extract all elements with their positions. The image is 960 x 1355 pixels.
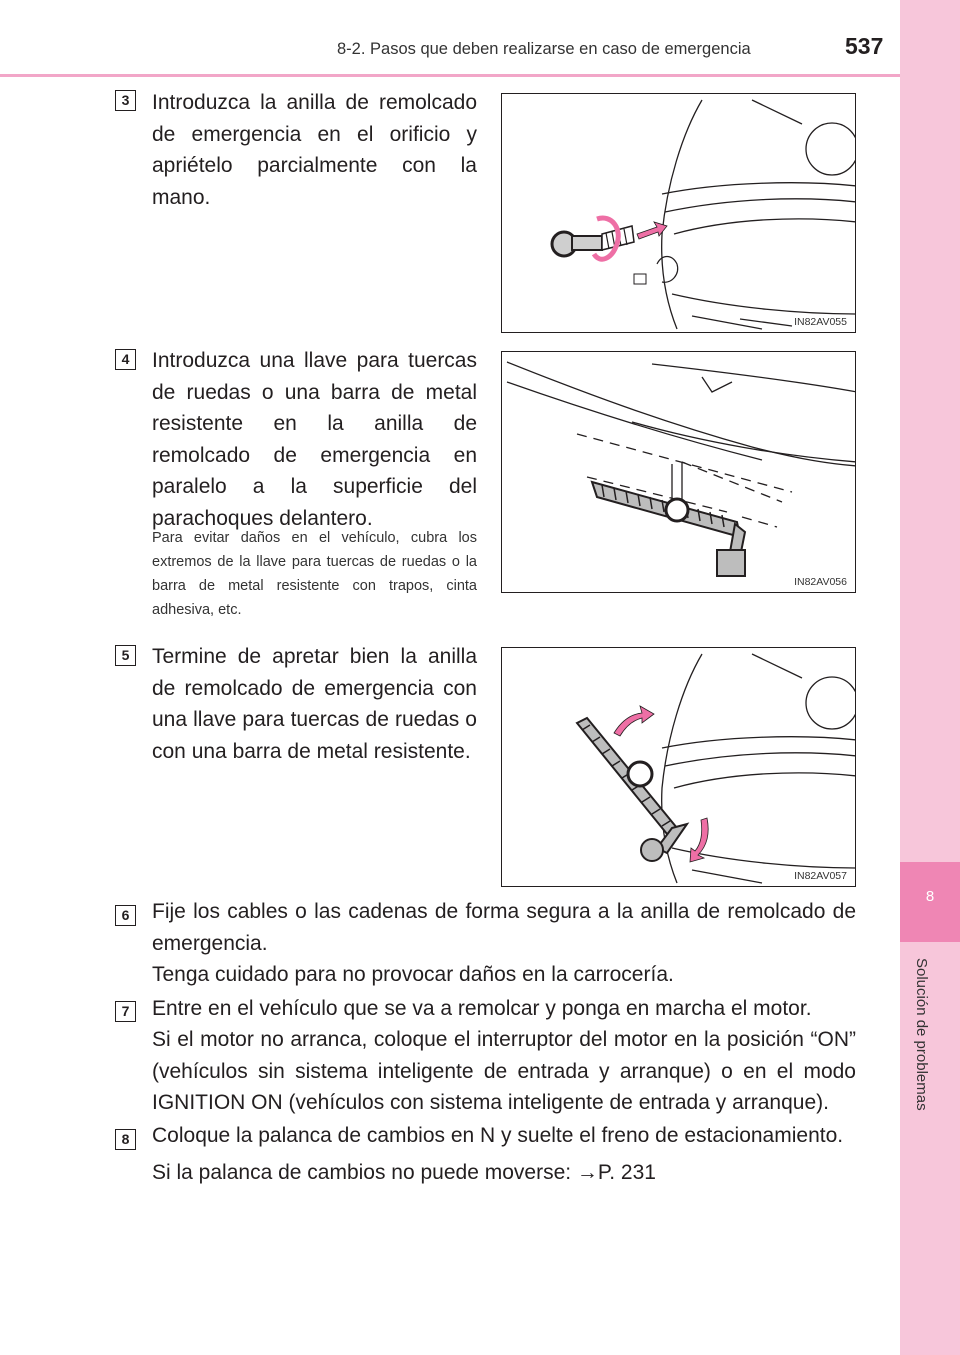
figure-step-5 [501,647,856,887]
step-number-8: 8 [115,1129,136,1150]
step-number-4: 4 [115,349,136,370]
step-4-text: Introduzca una llave para tuercas de ruedas o una barra de metal resistente en la anilla de remolcado de emergencia en paralelo a la superficie del parachoques delantero. [152,349,477,530]
figure-illustration-5 [502,648,856,887]
step-4-note: Para evitar daños en el vehículo, cubra los extremos de la llave para tuercas de ruedas o la barra de metal resistente con trapos, cinta adhesiva, etc. [152,530,477,618]
figure-step-4 [501,351,856,593]
step-number-5: 5 [115,645,136,666]
step-number-3: 3 [115,90,136,111]
figure-step-3 [501,93,856,333]
step-5-text: Termine de apretar bien la anilla de remolcado de emergencia con una llave para tuercas de ruedas o con una barra de metal resistente. [152,645,477,763]
figure-code-3: IN82AV055 [794,316,847,328]
step-6-text: Fije los cables o las cadenas de forma segura a la anilla de remolcado de emergencia. [152,900,856,955]
step-8-extra: Si la palanca de cambios no puede moverse: →P. 231 [152,1161,656,1184]
page-number: 537 [845,33,884,59]
step-8-text: Coloque la palanca de cambios en N y suelte el freno de estacionamiento. [152,1124,844,1147]
step-7-text: Entre en el vehículo que se va a remolcar y ponga en marcha el motor. [152,997,812,1020]
running-header: 8-2. Pasos que deben realizarse en caso de emergencia [337,40,751,58]
figure-code-4: IN82AV056 [794,576,847,588]
step-number-7: 7 [115,1001,136,1022]
step-6-extra: Tenga cuidado para no provocar daños en la carrocería. [152,963,674,986]
step-3-text: Introduzca la anilla de remolcado de emergencia en el orificio y apriételo parcialmente con la mano. [152,91,477,209]
chapter-number: 8 [925,888,935,905]
header-rule [0,74,900,77]
figure-code-5: IN82AV057 [794,870,847,882]
step-number-6: 6 [115,905,136,926]
figure-illustration-4 [502,352,856,593]
chapter-title: Solución de problemas [913,958,930,1111]
step-7-extra: Si el motor no arranca, coloque el interruptor del motor en la posición “ON” (vehículos sin sistema inteligente de entrada y arranque) o en el modo IGNITION ON (vehículos con sistema inteligente de entrada y arranque). [152,1028,856,1114]
chapter-sidebar [900,0,960,1355]
figure-illustration-3 [502,94,856,333]
